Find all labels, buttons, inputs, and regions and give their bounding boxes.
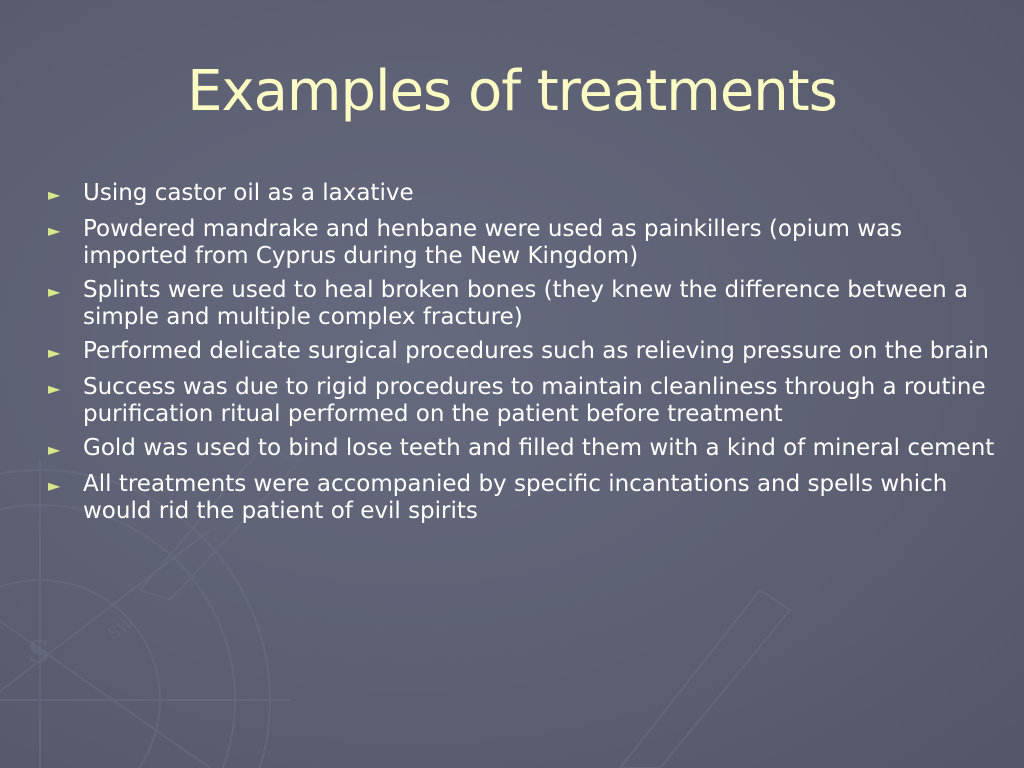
bullet-text: Performed delicate surgical procedures such as relieving pressure on the brain: [83, 338, 989, 364]
triangle-bullet-icon: ►: [48, 221, 61, 240]
bullet-text: Success was due to rigid procedures to maintain cleanliness through a routine purification ritual performed on the patient before treatment: [83, 374, 986, 427]
bullet-text: All treatments were accompanied by specific incantations and spells which would rid the patient of evil spirits: [83, 471, 948, 524]
triangle-bullet-icon: ►: [48, 185, 61, 204]
bullet-text: Using castor oil as a laxative: [83, 180, 414, 206]
slide-title: Examples of treatments: [187, 59, 837, 124]
list-item: [48, 180, 998, 209]
bullet-text: Splints were used to heal broken bones (they knew the difference between a simple and multiple complex fracture): [83, 277, 969, 330]
bullet-list: [48, 180, 998, 532]
triangle-bullet-icon: ►: [48, 343, 61, 362]
bullet-text: Powdered mandrake and henbane were used as painkillers (opium was imported from Cyprus during the New Kingdom): [83, 216, 903, 269]
list-item: [48, 374, 998, 428]
triangle-bullet-icon: ►: [48, 476, 61, 495]
list-item: [48, 338, 998, 367]
list-item: [48, 216, 998, 270]
list-item: [48, 277, 998, 331]
svg-text:SW: SW: [104, 613, 138, 644]
svg-text:S: S: [28, 635, 50, 670]
triangle-bullet-icon: ►: [48, 440, 61, 459]
triangle-bullet-icon: ►: [48, 379, 61, 398]
list-item: [48, 471, 998, 525]
bullet-text: Gold was used to bind lose teeth and filled them with a kind of mineral cement: [83, 435, 995, 461]
list-item: [48, 435, 998, 464]
triangle-bullet-icon: ►: [48, 282, 61, 301]
